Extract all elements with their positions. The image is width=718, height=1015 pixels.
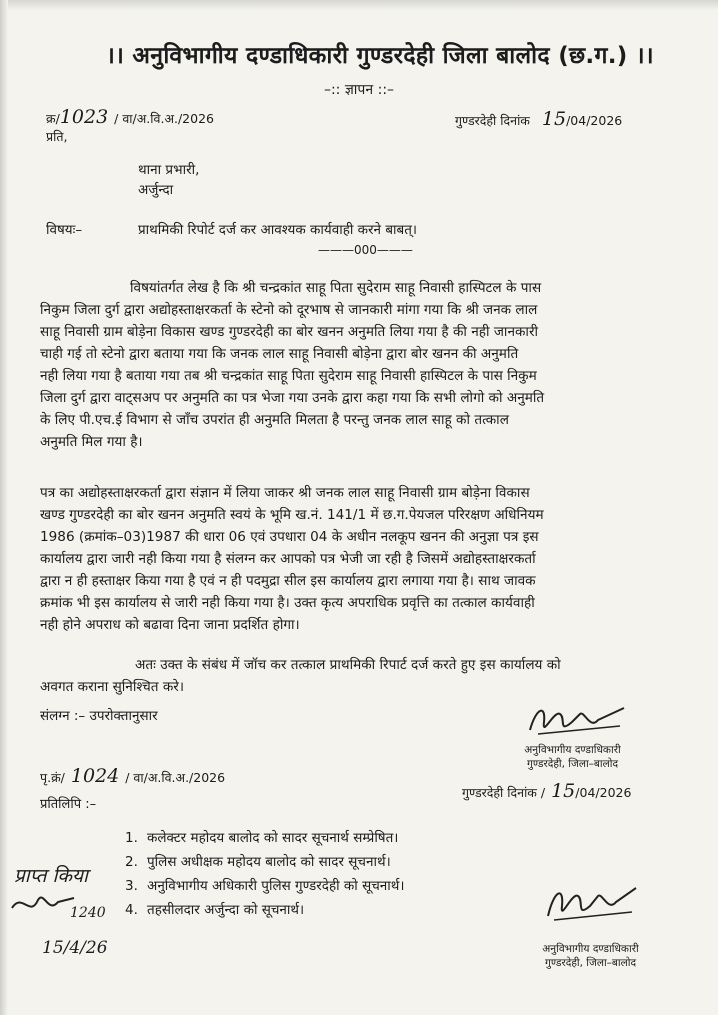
- para3-line: अतः उक्त के संबंध में जॉच कर तत्काल प्राथमिकी रिपार्ट दर्ज करते हुए इस कार्यालय को: [135, 657, 561, 673]
- recipient-line-1: थाना प्रभारी,: [138, 162, 200, 178]
- office-heading: ।। अनुविभागीय दण्डाधिकारी गुण्डरदेही जिला बालोद (छ.ग.) ।।: [106, 43, 654, 69]
- copy-reference-line: [40, 765, 225, 787]
- list-item: 4. तहसीलदार अर्जुन्दा को सूचनार्थ।: [125, 902, 305, 918]
- copy-date-month-year: /04/2026: [575, 785, 632, 800]
- list-item: 2. पुलिस अधीक्षक महोदय बालोद को सादर सूचनार्थ।: [125, 854, 391, 870]
- para1-line: चाही गई तो स्टेनो द्वारा बताया गया कि जनक लाल साहू निवासी बोड़ेना द्वारा बोर खनन की अनुमति: [40, 346, 519, 362]
- para2-line: कार्यालय द्वारा जारी नही किया गया है संलग्न कर आपको पत्र भेजी जा रही है जिसमें अद्योहस्ताक्षरकर्ता: [40, 551, 536, 567]
- para2-line: 1986 (क्रमांक–03)1987 की धारा 06 एवं उपधारा 04 के अधीन नलकूप खनन की अनुज्ञा पत्र इस: [40, 529, 539, 545]
- scan-edge-left: [0, 0, 8, 1015]
- para1-line: विषयांतर्गत लेख है कि श्री चन्द्रकांत साहू पिता सुदेराम साहू निवासी हास्पिटल के पास: [130, 280, 542, 296]
- copy-label: प्रतिलिपि :–: [40, 797, 97, 812]
- date-month-year: /04/2026: [566, 113, 623, 128]
- copy-date-place: गुण्डरदेही दिनांक /: [462, 785, 546, 800]
- handwritten-received-note: प्राप्त किया: [14, 865, 88, 887]
- subject-text: प्राथमिकी रिपोर्ट दर्ज कर आवश्यक कार्यवाही करने बाबत्।: [138, 222, 418, 238]
- para1-line: जिला दुर्ग द्वारा वाट्सअप पर अनुमति का पत्र भेजा गया उनके द्वारा कहा गया कि सभी लोगो को अनुमति: [40, 390, 545, 406]
- ref-prefix: क्र/: [46, 111, 60, 126]
- subject-divider: ———000———: [318, 243, 413, 257]
- para1-line: अनुमति मिल गया है।: [40, 434, 143, 450]
- para3-line: अवगत कराना सुनिश्चित करे।: [40, 679, 184, 695]
- para2-line: क्रमांक भी इस कार्यालय से जारी नही किया गया है। उक्त कृत्य अपराधिक प्रवृत्ति का तत्काल कार्यवाही: [40, 595, 535, 611]
- para2-line: खण्ड गुण्डरदेही का बोर खनन अनुमति स्वयं के भूमि ख.नं. 141/1 में छ.ग.पेयजल परिरक्षण अधिनियम: [40, 507, 544, 523]
- ref-suffix: / वा/अ.वि.अ./2026: [114, 111, 214, 126]
- date-line: [455, 108, 622, 130]
- copy-ref-prefix: पृ.क्रं/: [40, 770, 65, 785]
- copy-ref-number-handwritten: 1024: [70, 765, 120, 787]
- enclosure-line: संलग्न :– उपरोक्तानुसार: [40, 708, 158, 724]
- handwritten-receipt-number: 1240: [70, 905, 106, 921]
- recipient-line-2: अर्जुन्दा: [138, 182, 174, 198]
- para1-line: निकुम जिला दुर्ग द्वारा अद्योहस्ताक्षरकर्ता के स्टेनो को दूरभाष से जानकारी मांगा गया कि श्री जनक लाल: [40, 302, 538, 318]
- list-item: 1. कलेक्टर महोदय बालोद को सादर सूचनार्थ सम्प्रेषित।: [125, 830, 399, 846]
- signature-2-place: गुण्डरदेही, जिला–बालोद: [544, 957, 637, 969]
- paragraph-2: [40, 482, 668, 636]
- subject-label: विषयः–: [46, 222, 83, 238]
- para2-line: नही होने अपराध को बढावा दिना जाना प्रदर्शित होगा।: [40, 617, 300, 633]
- prati-label: प्रति,: [46, 129, 68, 144]
- signature-1-place: गुण्डरदेही, जिला–बालोद: [526, 758, 619, 770]
- para1-line: के लिए पी.एच.ई विभाग से जाँच उपरांत ही अनुमति मिलता है परन्तु जनक लाल साहू को तत्काल: [40, 412, 509, 428]
- paragraph-1: [40, 277, 668, 453]
- ref-number-handwritten: 1023: [59, 106, 109, 128]
- list-item: 3. अनुविभागीय अधिकारी पुलिस गुण्डरदेही को सूचनार्थ।: [125, 878, 405, 894]
- para2-line: पत्र का अद्योहस्ताक्षरकर्ता द्वारा संज्ञान में लिया जाकर श्री जनक लाल साहू निवासी ग्राम बोड़ेना विकास: [40, 485, 530, 501]
- scan-edge-top: [0, 0, 718, 10]
- handwritten-initials-scribble: [8, 888, 78, 922]
- date-place: गुण्डरदेही दिनांक: [455, 113, 530, 128]
- signature-1-title: अनुविभागीय दण्डाधिकारी: [524, 744, 621, 756]
- handwritten-receipt-date: 15/4/26: [42, 938, 108, 958]
- date-day-handwritten: 15: [541, 108, 567, 130]
- signature-1-block: [500, 743, 645, 771]
- copy-date-day-handwritten: 15: [551, 780, 576, 802]
- signature-2-title: अनुविभागीय दण्डाधिकारी: [542, 943, 639, 955]
- copy-date-line: [462, 780, 631, 802]
- copy-ref-suffix: / वा/अ.वि.अ./2026: [125, 770, 226, 785]
- para1-line: नही लिया गया है बताया गया तब श्री चन्द्रकांत साहू पिता सुदेराम साहू निवासी हास्पिटल के पास निकुम: [40, 368, 537, 384]
- para1-line: साहू निवासी ग्राम बोड़ेना विकास खण्ड गुण्डरदेही का बोर खनन अनुमति लिया गया है की नही जानकारी: [40, 324, 539, 340]
- signature-2-block: [518, 942, 663, 970]
- paragraph-3: [40, 654, 668, 698]
- para2-line: द्वारा न ही हस्ताक्षर किया गया है एवं न ही पदमुद्रा सील इस कार्यालय द्वारा लगाया गया है। साथ जावक: [40, 573, 536, 589]
- signature-2-scribble: [540, 878, 640, 928]
- memo-subheading: –:: ज्ञापन ::–: [323, 82, 395, 98]
- copy-recipient-list: [125, 826, 405, 922]
- signature-1-scribble: [520, 700, 630, 742]
- reference-number-line: [46, 106, 214, 128]
